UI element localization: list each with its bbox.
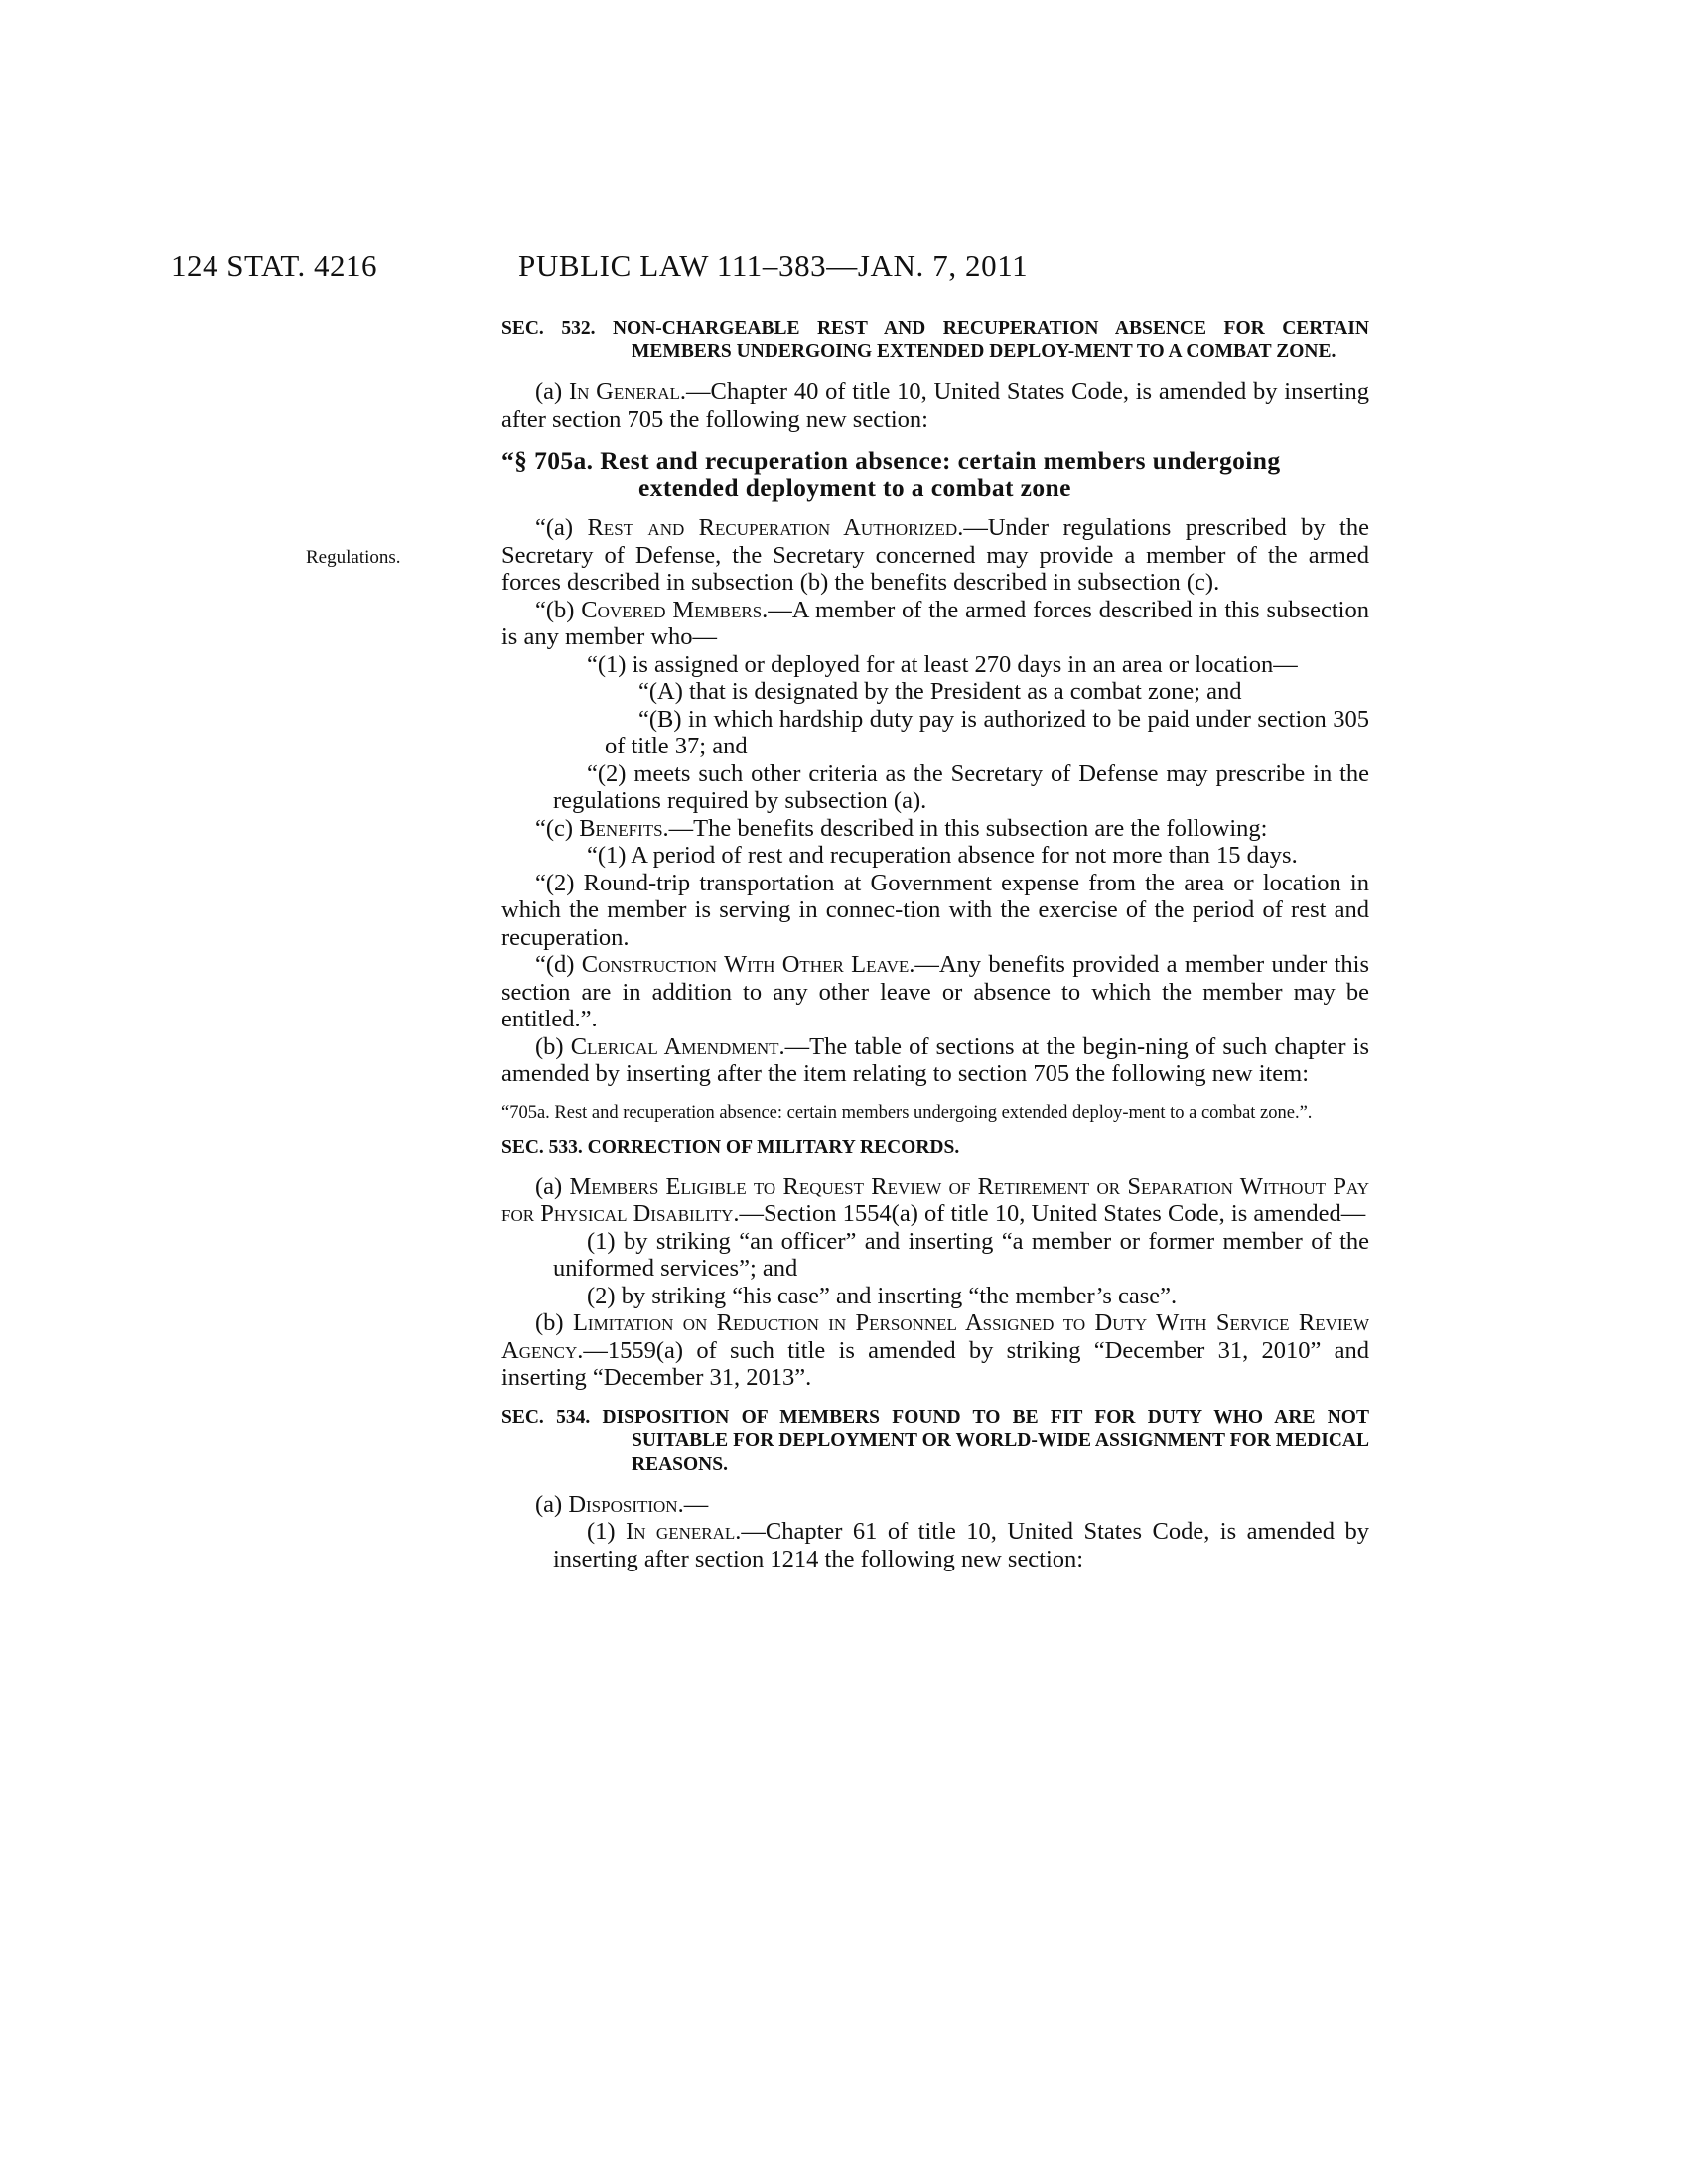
sec705a-b-subparagraph-A: “(A) that is designated by the President as a combat zone; and: [638, 678, 1242, 705]
sec705a-subsection-d: “(d) Construction With Other Leave.—Any benefits provided a member under this section are in addition to any other leave or absence to which the member may be entitled.”.: [501, 951, 1369, 1032]
sec534-subsection-a: (a) Disposition.—: [535, 1490, 709, 1518]
section-533-heading: SEC. 533. CORRECTION OF MILITARY RECORDS.: [501, 1136, 960, 1158]
margin-note: Regulations.: [306, 547, 401, 568]
sec705a-c-caption: Benefits: [579, 814, 663, 842]
sec533-a-paragraph-1: (1) by striking “an officer” and inserting “a member or former member of the uniformed services”; and: [553, 1227, 1369, 1282]
section-532-heading: SEC. 532. NON-CHARGEABLE REST AND RECUPERATION ABSENCE FOR CERTAIN MEMBERS UNDERGOING EXTENDED DEPLOY-MENT TO A COMBAT ZONE.: [501, 318, 1369, 362]
sec705a-d-caption: Construction With Other Leave: [581, 951, 910, 978]
sec533-a-caption: Members Eligible to Request Review of Retirement or Separation Without Pay for Physical Disability: [501, 1172, 1369, 1227]
sec534-a1-caption: In general: [626, 1518, 736, 1545]
new-section-705a-heading: “§ 705a. Rest and recuperation absence: certain members undergoing extended deployment to a combat zone: [501, 446, 1281, 502]
document-body: [501, 317, 1369, 1572]
sec532-b-caption: Clerical Amendment: [570, 1032, 779, 1060]
sec705a-b-subparagraph-B: “(B) in which hardship duty pay is authorized to be paid under section 305 of title 37; and: [605, 705, 1369, 759]
sec533-subsection-a: (a) Members Eligible to Request Review of Retirement or Separation Without Pay for Physical Disability.—Section 1554(a) of title 10, United States Code, is amended—: [501, 1172, 1369, 1227]
sec705a-c-paragraph-2: “(2) Round-trip transportation at Government expense from the area or location in which the member is serving in connec-tion with the exercise of the period of rest and recuperation.: [501, 869, 1369, 951]
sec705a-a-caption: Rest and Recuperation Authorized: [587, 514, 958, 541]
sec532-subsection-b: (b) Clerical Amendment.—The table of sections at the begin-ning of such chapter is amended by inserting after the item relating to section 705 the following new item:: [501, 1032, 1369, 1087]
statute-citation: 124 STAT. 4216: [171, 248, 378, 283]
table-of-sections-item: “705a. Rest and recuperation absence: certain members undergoing extended deploy-ment to a combat zone.”.: [501, 1102, 1313, 1123]
running-title: PUBLIC LAW 111–383—JAN. 7, 2011: [518, 248, 1029, 283]
sec705a-b-paragraph-1: “(1) is assigned or deployed for at least 270 days in an area or location—: [587, 650, 1298, 678]
sec705a-subsection-b: “(b) Covered Members.—A member of the armed forces described in this subsection is any member who—: [501, 596, 1369, 650]
sec534-a-paragraph-1: (1) In general.—Chapter 61 of title 10, United States Code, is amended by inserting after section 1214 the following new section:: [553, 1518, 1369, 1572]
section-534-heading: SEC. 534. DISPOSITION OF MEMBERS FOUND TO BE FIT FOR DUTY WHO ARE NOT SUITABLE FOR DEPLOYMENT OR WORLD-WIDE ASSIGNMENT FOR MEDICAL REASONS.: [501, 1406, 1369, 1475]
sec705a-c-paragraph-1: “(1) A period of rest and recuperation absence for not more than 15 days.: [587, 842, 1298, 869]
sec705a-subsection-c: “(c) Benefits.—The benefits described in this subsection are the following:: [535, 814, 1268, 842]
sec533-a-paragraph-2: (2) by striking “his case” and inserting “the member’s case”.: [587, 1282, 1178, 1309]
sec532-a-caption: In General: [568, 378, 680, 405]
sec533-b-caption: Limitation on Reduction in Personnel Assigned to Duty With Service Review Agency: [501, 1309, 1369, 1364]
sec705a-b-caption: Covered Members: [581, 596, 763, 623]
sec532-subsection-a: (a) In General.—Chapter 40 of title 10, United States Code, is amended by inserting after section 705 the following new section:: [501, 378, 1369, 433]
sec705a-subsection-a: “(a) Rest and Recuperation Authorized.—Under regulations prescribed by the Secretary of Defense, the Secretary concerned may provide a member of the armed forces described in subsection (b) the benefits described in subsection (c).: [501, 514, 1369, 596]
sec533-subsection-b: (b) Limitation on Reduction in Personnel Assigned to Duty With Service Review Agency.—1559(a) of such title is amended by striking “December 31, 2010” and inserting “December 31, 2013”.: [501, 1309, 1369, 1391]
sec534-a-caption: Disposition: [568, 1490, 678, 1518]
sec705a-b-paragraph-2: “(2) meets such other criteria as the Secretary of Defense may prescribe in the regulations required by subsection (a).: [553, 759, 1369, 814]
page-header: [0, 248, 1688, 288]
